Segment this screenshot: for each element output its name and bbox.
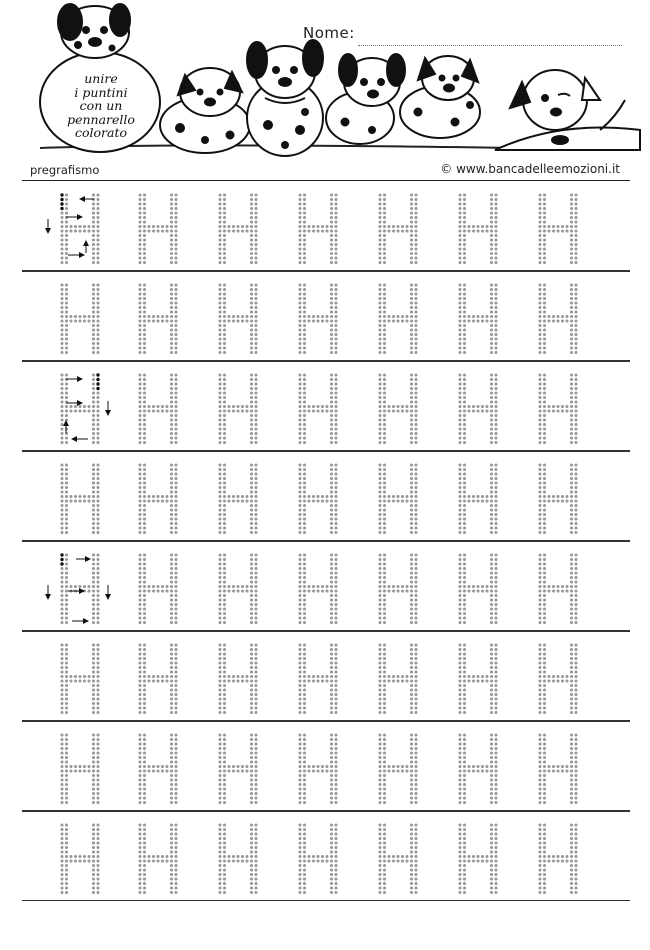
- puppy-4-drawing: [326, 54, 405, 144]
- dotted-letter-h: [218, 553, 257, 624]
- dotted-letter-h: [538, 373, 577, 444]
- dotted-letter-h: [298, 463, 337, 534]
- tracing-row: [22, 721, 630, 813]
- dotted-letter-h: [298, 823, 337, 894]
- letter-row-drawing[interactable]: [22, 631, 630, 723]
- dotted-letter-h: [218, 643, 257, 714]
- dotted-letter-h: [298, 283, 337, 354]
- tracing-row: [22, 631, 630, 723]
- dotted-letter-h: [458, 283, 497, 354]
- puppy-5-drawing: [400, 56, 480, 138]
- dotted-letter-h: [538, 283, 577, 354]
- row-top-line: [22, 271, 630, 272]
- tracing-row: [22, 181, 630, 273]
- dotted-letter-h: [60, 283, 99, 354]
- puppy-1-drawing: [58, 4, 130, 58]
- dotted-letter-h: [378, 823, 417, 894]
- tracing-row: [22, 541, 630, 633]
- puppy-3-drawing: [247, 40, 323, 156]
- letter-row-drawing[interactable]: [22, 271, 630, 363]
- header-divider: [22, 180, 630, 181]
- dotted-letter-h: [138, 823, 177, 894]
- row-bottom-line: [22, 360, 630, 361]
- site-credit: © www.bancadelleemozioni.it: [440, 162, 620, 176]
- instruction-line: i puntini: [74, 84, 128, 100]
- dotted-letter-h: [378, 733, 417, 804]
- row-bottom-line: [22, 900, 630, 901]
- dotted-letter-h: [60, 733, 99, 804]
- letter-row-drawing[interactable]: [22, 361, 630, 453]
- letter-row-drawing[interactable]: [22, 811, 630, 903]
- instruction-bubble: [46, 72, 156, 140]
- category-label: pregrafismo: [30, 163, 100, 177]
- dotted-letter-h: [378, 643, 417, 714]
- row-top-line: [22, 361, 630, 362]
- dotted-letter-h: [378, 373, 417, 444]
- row-top-line: [22, 811, 630, 812]
- dotted-letter-h: [378, 193, 417, 264]
- dotted-letter-h: [60, 643, 99, 714]
- dotted-letter-h: [538, 643, 577, 714]
- letter-row-drawing[interactable]: [22, 721, 630, 813]
- dotted-letter-h: [218, 733, 257, 804]
- tracing-row: [22, 451, 630, 543]
- dotted-letter-h: [138, 463, 177, 534]
- dotted-letter-h: [218, 823, 257, 894]
- dotted-letter-h: [298, 553, 337, 624]
- row-top-line: [22, 451, 630, 452]
- instruction-line: pennarello: [67, 111, 135, 127]
- tracing-row: [22, 811, 630, 903]
- name-field-line[interactable]: [358, 45, 622, 46]
- dotted-letter-h: [458, 733, 497, 804]
- dotted-letter-h: [538, 553, 577, 624]
- name-label: Nome:: [303, 24, 355, 42]
- row-bottom-line: [22, 630, 630, 631]
- dotted-letter-h: [60, 463, 99, 534]
- dotted-letter-h: [458, 373, 497, 444]
- instruction-line: con un: [79, 98, 123, 113]
- dotted-letter-h: [458, 193, 497, 264]
- instruction-line: unire: [84, 71, 118, 86]
- row-top-line: [22, 721, 630, 722]
- dotted-letter-h: [378, 463, 417, 534]
- dotted-letter-h: [138, 553, 177, 624]
- puppy-2-drawing: [160, 68, 250, 153]
- letter-row-drawing[interactable]: [22, 451, 630, 543]
- dotted-letter-h: [60, 373, 99, 444]
- dotted-letter-h: [298, 733, 337, 804]
- dotted-letter-h: [138, 193, 177, 264]
- dotted-letter-h: [378, 553, 417, 624]
- row-bottom-line: [22, 720, 630, 721]
- dotted-letter-h: [538, 733, 577, 804]
- puppy-6-drawing: [495, 70, 640, 150]
- dotted-letter-h: [138, 373, 177, 444]
- dotted-letter-h: [298, 373, 337, 444]
- row-top-line: [22, 631, 630, 632]
- dotted-letter-h: [458, 463, 497, 534]
- dotted-letter-h: [218, 373, 257, 444]
- dotted-letter-h: [538, 193, 577, 264]
- dotted-letter-h: [458, 553, 497, 624]
- row-bottom-line: [22, 540, 630, 541]
- dotted-letter-h: [138, 643, 177, 714]
- dotted-letter-h: [298, 643, 337, 714]
- dotted-letter-h: [538, 463, 577, 534]
- dotted-letter-h: [458, 643, 497, 714]
- dotted-letter-h: [60, 823, 99, 894]
- dotted-letter-h: [378, 283, 417, 354]
- row-bottom-line: [22, 270, 630, 271]
- dotted-letter-h: [458, 823, 497, 894]
- tracing-row: [22, 361, 630, 453]
- dotted-letter-h: [60, 193, 99, 264]
- dotted-letter-h: [218, 283, 257, 354]
- dotted-letter-h: [138, 733, 177, 804]
- dotted-letter-h: [138, 283, 177, 354]
- row-bottom-line: [22, 450, 630, 451]
- worksheet-header: [0, 0, 650, 185]
- tracing-row: [22, 271, 630, 363]
- dotted-letter-h: [60, 553, 99, 624]
- dotted-letter-h: [218, 193, 257, 264]
- row-bottom-line: [22, 810, 630, 811]
- dotted-letter-h: [218, 463, 257, 534]
- row-top-line: [22, 541, 630, 542]
- instruction-line: colorato: [74, 125, 128, 140]
- letter-row-drawing[interactable]: [22, 541, 630, 633]
- letter-row-drawing[interactable]: [22, 181, 630, 273]
- dotted-letter-h: [298, 193, 337, 264]
- dotted-letter-h: [538, 823, 577, 894]
